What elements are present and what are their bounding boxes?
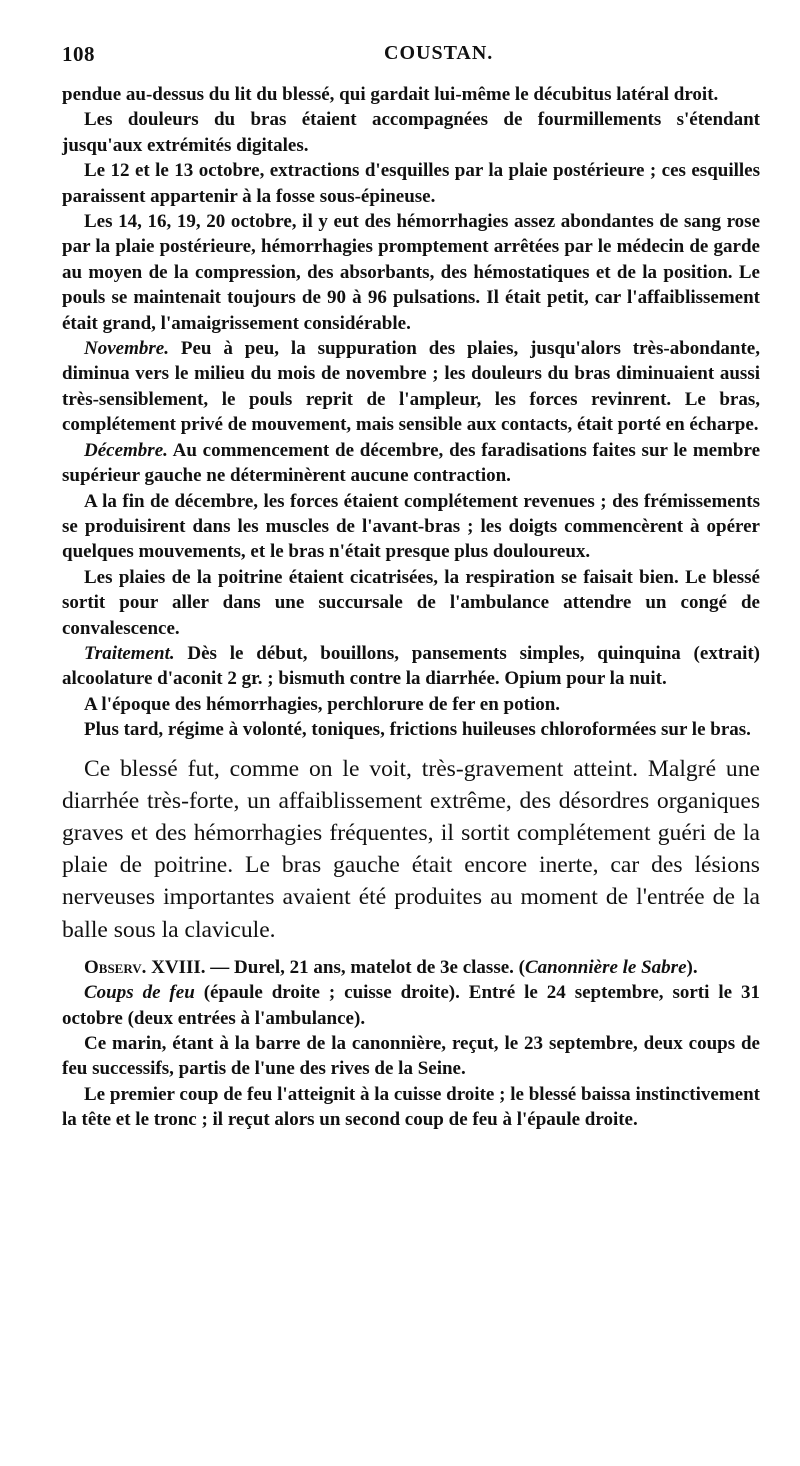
paragraph-lead: Novembre. — [84, 338, 169, 360]
paragraph: pendue au-dessus du lit du blessé, qui gardait lui-même le décubitus latéral droit. — [62, 84, 719, 105]
paragraph: Les plaies de la poitrine étaient cicatrisées, la respiration se faisait bien. Le blessé sortit pour aller dans une succursale de l'ambulance attendre un congé de convalescence. — [62, 566, 760, 639]
observation-heading — [62, 955, 760, 980]
paragraph-text: (épaule droite ; cuisse droite). Entré le 24 septembre, sorti le 31 octobre (deux entrées à l'ambulance). — [62, 982, 760, 1029]
paragraph: A l'époque des hémorrhagies, perchlorure de fer en potion. — [84, 693, 561, 715]
page-body — [62, 82, 760, 1133]
paragraph: A la fin de décembre, les forces étaient complétement revenues ; des frémissements se produisirent dans les muscles de l'avant-bras ; les doigts commencèrent à opérer quelques mouvements, et le bras n'était presque plus douloureux. — [62, 490, 760, 563]
page-header — [62, 42, 750, 72]
paragraph-lead: Décembre. — [84, 439, 168, 461]
paragraph: Plus tard, régime à volonté, toniques, frictions huileuses chloroformées sur le bras. — [84, 719, 751, 741]
paragraph: Les 14, 16, 19, 20 octobre, il y eut des hémorrhagies assez abondantes de sang rose par la plaie postérieure, hémorrhagies promptement arrêtées par le médecin de garde au moyen de la compression, des absorbants, des hémostatiques et de la position. Le pouls se maintenait toujours de 90 à 96 pulsations. Il était petit, car l'affaiblissement était grand, l'amaigrissement considérable. — [62, 211, 760, 334]
paragraph-text: Peu à peu, la suppuration des plaies, jusqu'alors très-abondante, diminua vers le milieu du mois de novembre ; les douleurs du bras diminuaient aussi très-sensiblement, le pouls reprit de l'ampleur, les forces revinrent. Le bras, complétement privé de mouvement, mais sensible aux contacts, était porté en écharpe. — [62, 338, 760, 436]
paragraph-december — [62, 438, 760, 489]
paragraph: Le 12 et le 13 octobre, extractions d'esquilles par la plaie postérieure ; ces esquilles paraissent appartenir à la fosse sous-épineuse. — [62, 160, 760, 207]
paragraph-wounds — [62, 980, 760, 1031]
observation-end: ). — [686, 956, 698, 978]
paragraph: Les douleurs du bras étaient accompagnées de fourmillements s'étendant jusqu'aux extrémités digitales. — [62, 109, 760, 156]
paragraph-text: Dès le début, bouillons, pansements simples, quinquina (extrait) alcoolature d'aconit 2 gr. ; bismuth contre la diarrhée. Opium pour la nuit. — [62, 642, 761, 690]
paragraph-november — [62, 336, 760, 438]
ship-name: Canonnière le Sabre — [524, 956, 687, 978]
paragraph-lead: Coups de feu — [84, 982, 195, 1004]
observation-label: Observ. — [84, 956, 147, 978]
summary-paragraph: Ce blessé fut, comme on le voit, très-gravement atteint. Malgré une diarrhée très-forte, un affaiblissement extrême, des désordres organiques graves et des hémorrhagies fréquentes, il sortit complétement guéri de la plaie de poitrine. Le bras gauche était encore inerte, car des lésions nerveuses importantes avaient été produites au moment de l'entrée de la balle sous la clavicule. — [62, 755, 760, 943]
running-title: COUSTAN. — [384, 42, 494, 64]
observation-text: XVIII. — Durel, 21 ans, matelot de 3e classe. ( — [151, 956, 525, 978]
paragraph: Ce marin, étant à la barre de la canonnière, reçut, le 23 septembre, deux coups de feu successifs, partis de l'une des rives de la Seine. — [62, 1033, 760, 1080]
paragraph-treatment — [62, 641, 760, 692]
page-number: 108 — [62, 42, 95, 66]
paragraph: Le premier coup de feu l'atteignit à la cuisse droite ; le blessé baissa instinctivement la tête et le tronc ; il reçut alors un second coup de feu à l'épaule droite. — [62, 1083, 760, 1131]
paragraph-text: Au commencement de décembre, des faradisations faites sur le membre supérieur gauche ne déterminèrent aucune contraction. — [62, 439, 761, 487]
paragraph-lead: Traitement. — [84, 642, 175, 664]
